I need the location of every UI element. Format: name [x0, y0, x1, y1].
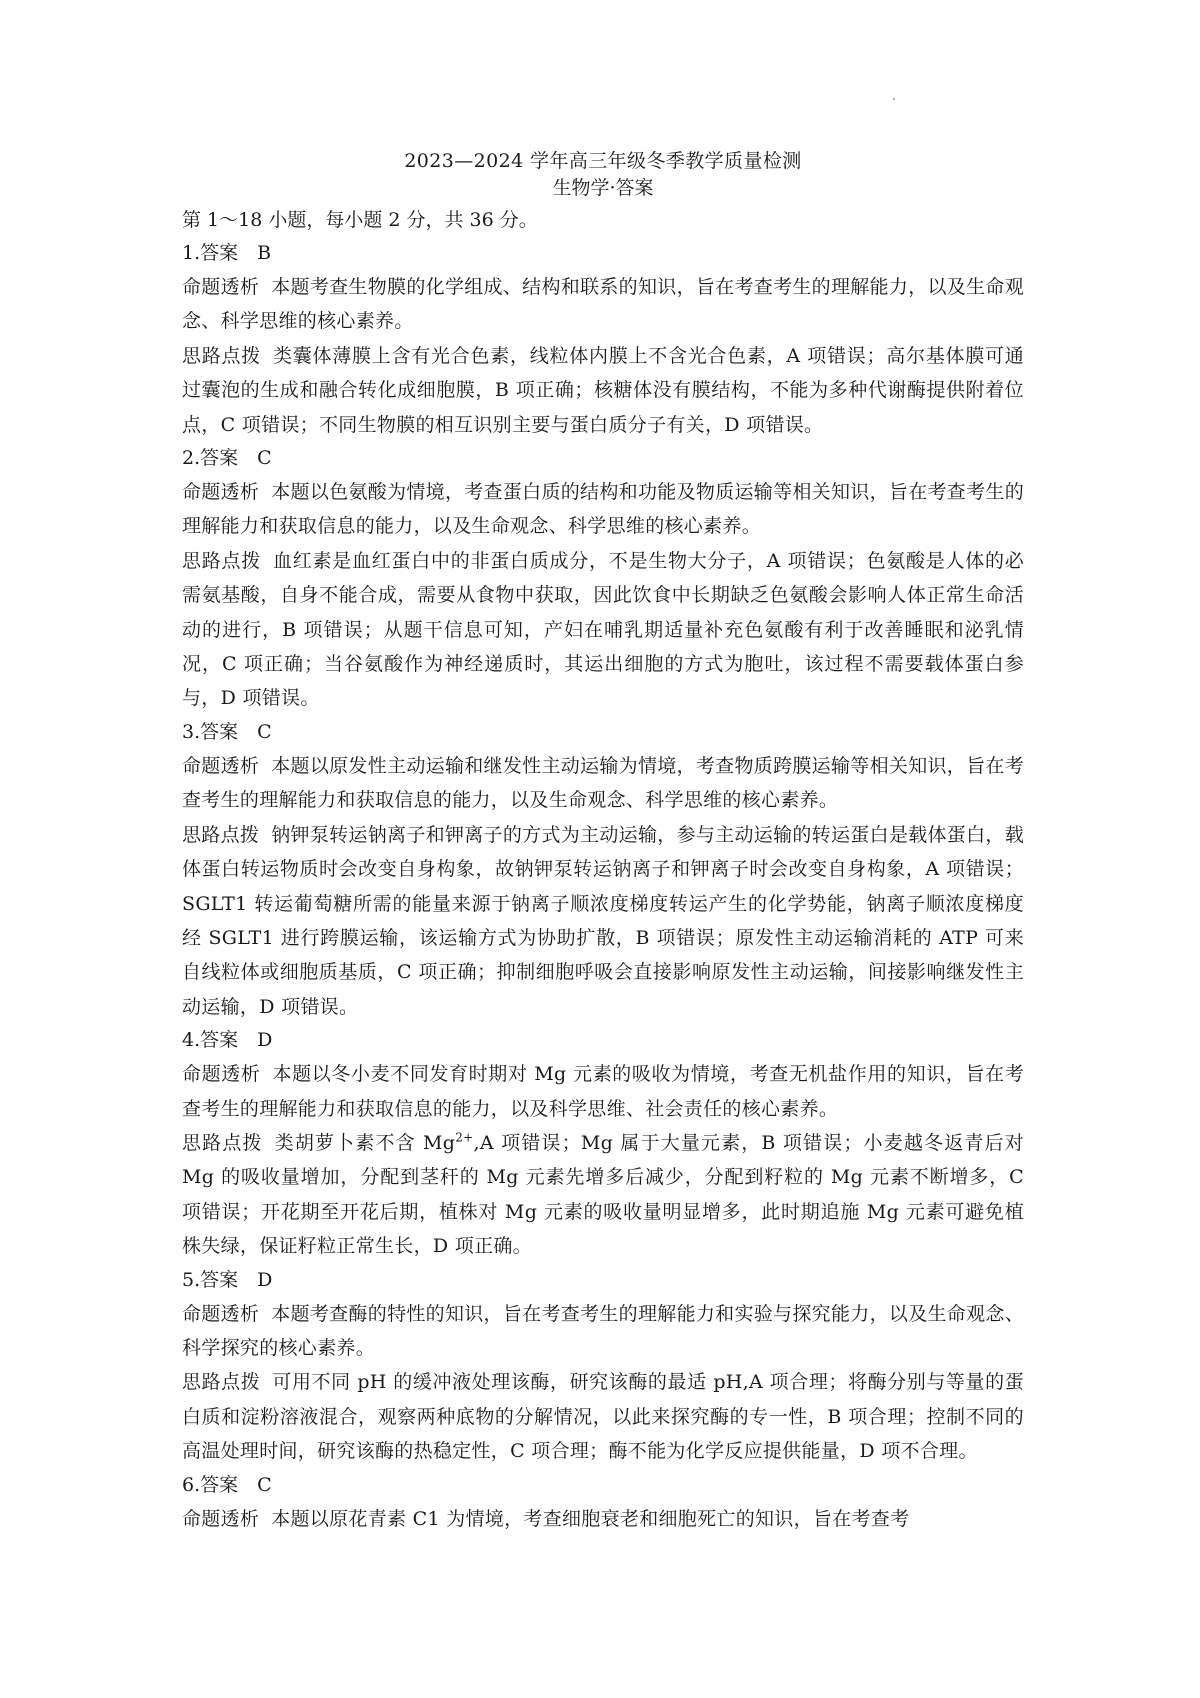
tips-q4 — [182, 1126, 1024, 1264]
tips-label: 思路点拨 — [182, 1371, 261, 1394]
analysis-label: 命题透析 — [182, 481, 260, 504]
tips-text-start: 类胡萝卜素不含 Mg — [274, 1131, 456, 1154]
tips-label: 思路点拨 — [182, 823, 260, 846]
scoring-intro: 第 1～18 小题，每小题 2 分，共 36 分。 — [182, 209, 538, 231]
tips-text: 类囊体薄膜上含有光合色素，线粒体内膜上不含光合色素，A 项错误；高尔基体膜可通过囊泡的生成和融合转化成细胞膜，B 项正确；核糖体没有膜结构，不能为多种代谢酶提供附着位点，C 项错误；不同生物膜的相互识别主要与蛋白质分子有关，D 项错误。 — [182, 344, 1025, 436]
analysis-text: 本题以原花青素 C1 为情境，考查细胞衰老和细胞死亡的知识，旨在考查考 — [271, 1507, 910, 1530]
analysis-text: 本题考查酶的特性的知识，旨在考查考生的理解能力和实验与探究能力，以及生命观念、科学探究的核心素养。 — [182, 1302, 1025, 1359]
analysis-label: 命题透析 — [182, 754, 260, 777]
answer-line-q1: 1.答案 B — [182, 242, 272, 264]
tips-q1 — [182, 339, 1024, 442]
tips-q3 — [182, 818, 1024, 1024]
scan-speck — [893, 98, 895, 100]
analysis-q1 — [182, 270, 1024, 339]
document-title: 2023—2024 学年高三年级冬季教学质量检测 — [404, 150, 802, 172]
tips-text-rest: ,A 项错误；Mg 属于大量元素，B 项错误；小麦越冬返青后对 Mg 的吸收量增加，分配到茎秆的 Mg 元素先增多后减少，分配到籽粒的 Mg 元素不断增多，C 项错误；开花期至开花后期，植株对 Mg 元素的吸收量明显增多，此时期追施 Mg 元素可避免植株失绿，保证籽粒正常生长，D 项正确。 — [182, 1131, 1024, 1258]
document-body — [182, 148, 1024, 1536]
analysis-q3 — [182, 749, 1024, 818]
analysis-q4 — [182, 1057, 1024, 1126]
analysis-q6 — [182, 1502, 1024, 1536]
analysis-q2 — [182, 475, 1024, 544]
tips-label: 思路点拨 — [182, 1131, 263, 1154]
tips-q5 — [182, 1365, 1024, 1468]
analysis-q5 — [182, 1297, 1024, 1366]
tips-text: 钠钾泵转运钠离子和钾离子的方式为主动运输，参与主动运输的转运蛋白是载体蛋白，载体蛋白转运物质时会改变自身构象，故钠钾泵转运钠离子和钾离子时会改变自身构象，A 项错误；SGLT1 转运葡萄糖所需的能量来源于钠离子顺浓度梯度转运产生的化学势能，钠离子顺浓度梯度经 SGLT1 进行跨膜运输，该运输方式为协助扩散，B 项错误；原发性主动运输消耗的 ATP 可来自线粒体或细胞质基质，C 项正确；抑制细胞呼吸会直接影响原发性主动运输，间接影响继发性主动运输，D 项错误。 — [182, 823, 1025, 1018]
answer-line-q4: 4.答案 D — [182, 1029, 273, 1052]
tips-label: 思路点拨 — [182, 549, 261, 572]
analysis-label: 命题透析 — [182, 1507, 260, 1530]
answer-line-q3: 3.答案 C — [182, 720, 272, 743]
answer-line-q2: 2.答案 C — [182, 447, 272, 470]
analysis-text: 本题以色氨酸为情境，考查蛋白质的结构和功能及物质运输等相关知识，旨在考查考生的理解能力和获取信息的能力，以及生命观念、科学思维的核心素养。 — [182, 481, 1025, 538]
tips-text: 血红素是血红蛋白中的非蛋白质成分，不是生物大分子，A 项错误；色氨酸是人体的必需氨基酸，自身不能合成，需要从食物中获取，因此饮食中长期缺乏色氨酸会影响人体正常生命活动的进行，B 项错误；从题干信息可知，产妇在哺乳期适量补充色氨酸有利于改善睡眠和泌乳情况，C 项正确；当谷氨酸作为神经递质时，其运出细胞的方式为胞吐，该过程不需要载体蛋白参与，D 项错误。 — [182, 549, 1025, 710]
analysis-label: 命题透析 — [182, 1063, 261, 1086]
answer-line-q5: 5.答案 D — [182, 1268, 273, 1291]
analysis-text: 本题考查生物膜的化学组成、结构和联系的知识，旨在考查考生的理解能力，以及生命观念、科学思维的核心素养。 — [182, 276, 1025, 333]
analysis-text: 本题以原发性主动运输和继发性主动运输为情境，考查物质跨膜运输等相关知识，旨在考查考生的理解能力和获取信息的能力，以及生命观念、科学思维的核心素养。 — [182, 754, 1025, 812]
ion-charge-superscript: 2+ — [455, 1130, 474, 1145]
analysis-text: 本题以冬小麦不同发育时期对 Mg 元素的吸收为情境，考查无机盐作用的知识，旨在考查考生的理解能力和获取信息的能力，以及科学思维、社会责任的核心素养。 — [182, 1063, 1024, 1120]
tips-q2 — [182, 544, 1024, 716]
answer-line-q6: 6.答案 C — [182, 1473, 272, 1496]
analysis-label: 命题透析 — [182, 276, 260, 298]
tips-label: 思路点拨 — [182, 344, 261, 367]
document-subtitle: 生物学·答案 — [552, 177, 654, 199]
tips-text: 可用不同 pH 的缓冲液处理该酶，研究该酶的最适 pH,A 项合理；将酶分别与等量的蛋白质和淀粉溶液混合，观察两种底物的分解情况，以此来探究酶的专一性，B 项合理；控制不同的高温处理时间，研究该酶的热稳定性，C 项合理；酶不能为化学反应提供能量，D 项不合理。 — [182, 1371, 1024, 1463]
analysis-label: 命题透析 — [182, 1302, 260, 1325]
